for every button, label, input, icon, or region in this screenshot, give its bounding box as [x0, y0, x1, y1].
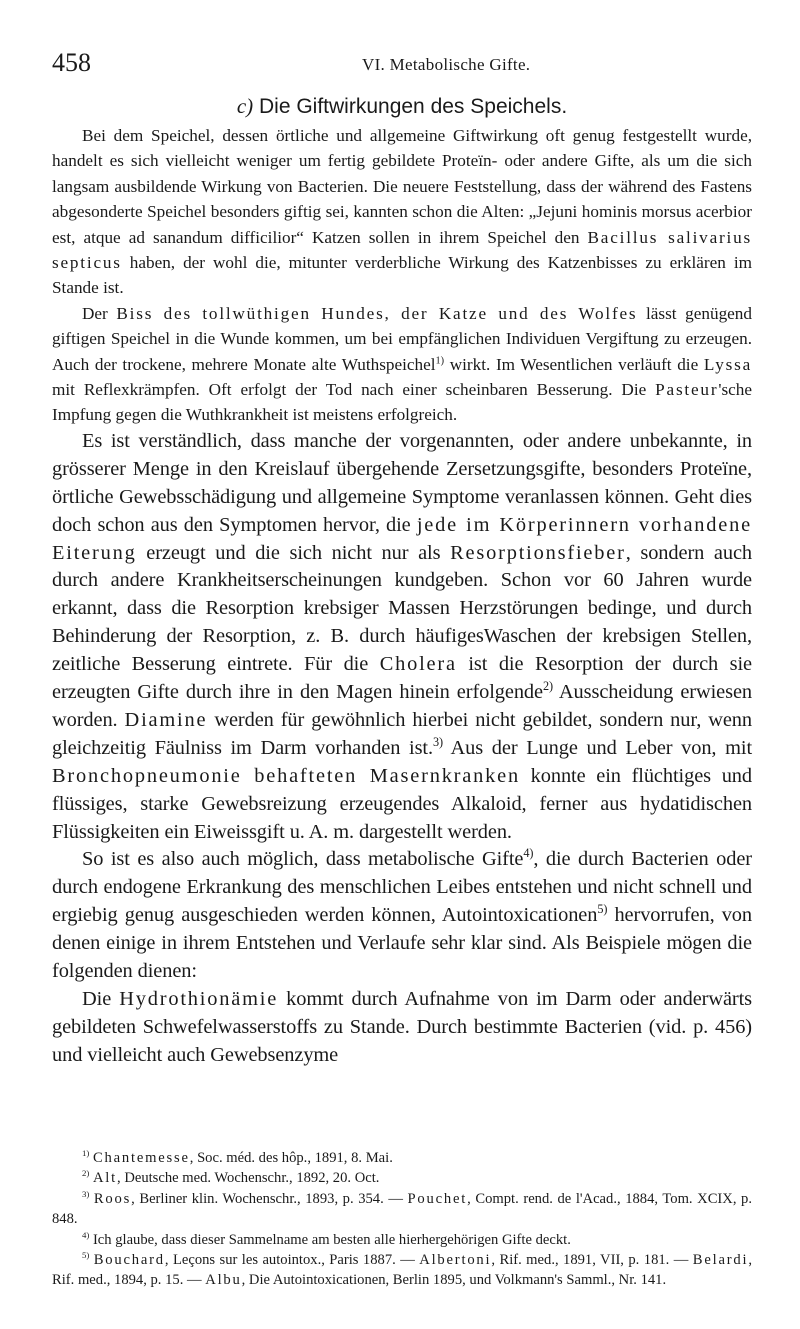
spaced-emphasis: Pasteur — [655, 380, 719, 400]
spaced-emphasis: Lyssa — [703, 354, 752, 374]
section-title: Die Giftwirkungen des Speichels. — [259, 95, 568, 118]
paragraph — [52, 301, 752, 428]
footnote-marker: 5) — [597, 902, 608, 917]
page-header — [52, 48, 752, 88]
spaced-emphasis: jede im Körperinnern vorhandene Eiterung — [52, 513, 752, 564]
page-number: 458 — [52, 48, 91, 77]
text-run: Ich glaube, dass dieser Sammelname am besten alle hierhergehörigen Gifte deckt. — [89, 1231, 571, 1248]
text-run: Aus der Lunge und Leber von, mit — [442, 736, 753, 759]
footnote — [52, 1189, 752, 1230]
footnote-marker: 3) — [82, 1188, 90, 1199]
paragraph — [52, 846, 752, 986]
footnote — [52, 1250, 752, 1291]
text-run: hervorrufen, von denen einige in ihrem Entstehen und Verlaufe sehr klar sind. Als Beispiele mögen die folgenden dienen: — [52, 904, 752, 983]
text-run: , Compt. rend. de l'Acad., 1884, Tom. XCIX, p. 848. — [52, 1190, 752, 1228]
spaced-emphasis: Pouchet — [407, 1190, 468, 1207]
text-run: , Berliner klin. Wochenschr., 1893, p. 354. — — [131, 1190, 408, 1207]
footnote-marker: 4) — [523, 846, 534, 861]
text-run: konnte ein flüchtiges und flüssiges, starke Gewebsreizung erzeugendes Alkaloid, ferner aus hydatidischen Flüssigkeiten ein Eiweissgift u. A. m. dargestellt werden. — [52, 764, 752, 843]
text-run: Ausscheidung erwiesen worden. — [52, 681, 752, 731]
footnote-marker: 5) — [82, 1250, 90, 1261]
paragraph — [52, 428, 752, 847]
spaced-emphasis: Alt — [92, 1170, 118, 1187]
text-run: , Die Autointoxicationen, Berlin 1895, und Volkmann's Samml., Nr. 141. — [241, 1272, 667, 1289]
footnote-marker: 2) — [82, 1168, 90, 1179]
footnote — [52, 1148, 752, 1168]
spaced-emphasis: Chantemesse — [92, 1150, 190, 1166]
text-run: Die — [82, 988, 120, 1010]
footnote — [52, 1230, 752, 1250]
text-run: Der — [82, 303, 117, 323]
footnote-marker: 1) — [435, 354, 445, 366]
large-paragraphs — [52, 428, 752, 1070]
spaced-emphasis: Albu — [205, 1272, 242, 1289]
spaced-emphasis: Hydrothionämie — [119, 988, 279, 1010]
text-run: Bei dem Speichel, dessen örtliche und allgemeine Giftwirkung oft genug festgestellt wurde, handelt es sich vielleicht weniger um fertig gebildete Proteïn- oder andere Gifte, als um die sich langsam ausbildende Wirkung von Bacterien. Die neuere Feststellung, dass der während des Fastens abgesonderte Speichel besonders giftig sei, kannten schon die Alten: „Jejuni hominis morsus acerbior est, atque ad sanandum difficilior“ Katzen sollen in ihrem Speichel den — [52, 126, 752, 247]
text-run: , Rif. med., 1894, p. 15. — — [52, 1252, 752, 1289]
paragraph — [52, 123, 752, 301]
paragraph — [52, 986, 752, 1070]
spaced-emphasis: Roos — [93, 1190, 132, 1207]
footnote-marker: 2) — [542, 679, 553, 694]
spaced-emphasis: Belardi — [692, 1252, 749, 1269]
small-paragraphs — [52, 123, 752, 428]
text-run: So ist es also auch möglich, dass metabolische Gifte — [82, 848, 524, 871]
text-run: mit Reflexkrämpfen. Oft erfolgt der Tod nach einer scheinbaren Besserung. Die — [52, 380, 656, 400]
text-run: werden für gewöhnlich hierbei nicht gebildet, sondern nur, wenn gleichzeitig Fäulniss im Darm vorhanden ist. — [52, 708, 752, 759]
spaced-emphasis: Cholera — [379, 653, 457, 676]
spaced-emphasis: Bronchopneumonie behafteten Masernkranken — [52, 764, 520, 787]
footnote-marker: 3) — [432, 735, 443, 750]
text-run: kommt durch Aufnahme von im Darm oder anderwärts gebildeten Schwefelwasserstoffs zu Stande. Durch bestimmte Bacterien (vid. p. 456) und vielleicht auch Gewebsenzyme — [52, 988, 752, 1066]
text-run: Es ist verständlich, dass manche der vorgenannten, oder andere unbekannte, in grösserer Menge in den Kreislauf übergehende Zersetzungsgifte, besonders Proteïne, örtliche Gewebsschädigung und allgemeine Symptome veranlassen können. Geht dies doch schon aus den Symptomen hervor, die — [52, 429, 752, 536]
spaced-emphasis: Resorptionsfieber — [450, 541, 626, 564]
text-run: lässt genügend giftigen Speichel in die Wunde kommen, um bei empfänglichen Individuen Vergiftung zu erzeugen. Auch der trockene, mehrere Monate alte Wuthspeichel — [52, 303, 752, 374]
spaced-emphasis: Albertoni — [419, 1252, 492, 1269]
text-run: , Deutsche med. Wochenschr., 1892, 20. Oct. — [117, 1170, 380, 1187]
footnotes — [52, 1148, 752, 1291]
section-heading — [52, 94, 752, 119]
text-run: , die durch Bacterien oder durch endogene Erkrankung des menschlichen Leibes entstehen und nicht schnell und ergiebig genug ausgeschieden werden können, Autointoxicationen — [52, 848, 752, 927]
text-run: , Soc. méd. des hôp., 1891, 8. Mai. — [189, 1150, 393, 1166]
spaced-emphasis: Bacillus salivarius septicus — [52, 227, 752, 273]
text-run: erzeugt und die sich nicht nur als — [136, 541, 451, 564]
main-text — [52, 94, 752, 1070]
section-letter: c) — [236, 94, 254, 118]
text-run: 'sche Impfung gegen die Wuthkrankheit ist meistens erfolgreich. — [52, 380, 752, 425]
text-run: , Rif. med., 1891, VII, p. 181. — — [491, 1252, 693, 1269]
text-run: , sondern auch durch andere Krankheitserscheinungen kundgeben. Schon vor 60 Jahren wurde erkannt, dass die Resorption krebsiger Massen Herzstörungen bedinge, und durch Behinderung der Resorption, z. B. durch häufigesWaschen der krebsigen Stellen, zeitliche Besserung eintrete. Für die — [52, 541, 752, 676]
text-run: wirkt. Im Wesentlichen verläuft die — [444, 354, 704, 374]
footnote-marker: 1) — [82, 1148, 90, 1159]
footnote-marker: 4) — [82, 1229, 90, 1240]
running-head: VI. Metabolische Gifte. — [362, 55, 531, 74]
spaced-emphasis: Bouchard — [93, 1252, 165, 1269]
text-run: ist die Resorption der durch sie erzeugten Gifte durch ihre in den Magen hinein erfolgende — [52, 653, 752, 704]
text-run: , Leçons sur les autointox., Paris 1887. — — [164, 1252, 420, 1269]
spaced-emphasis: Diamine — [124, 708, 208, 731]
spaced-emphasis: Biss des tollwüthigen Hundes, der Katze und des Wolfes — [116, 303, 638, 323]
footnote — [52, 1168, 752, 1188]
text-run: haben, der wohl die, mitunter verderbliche Wirkung des Katzenbisses zu erklären im Stande ist. — [52, 253, 752, 298]
